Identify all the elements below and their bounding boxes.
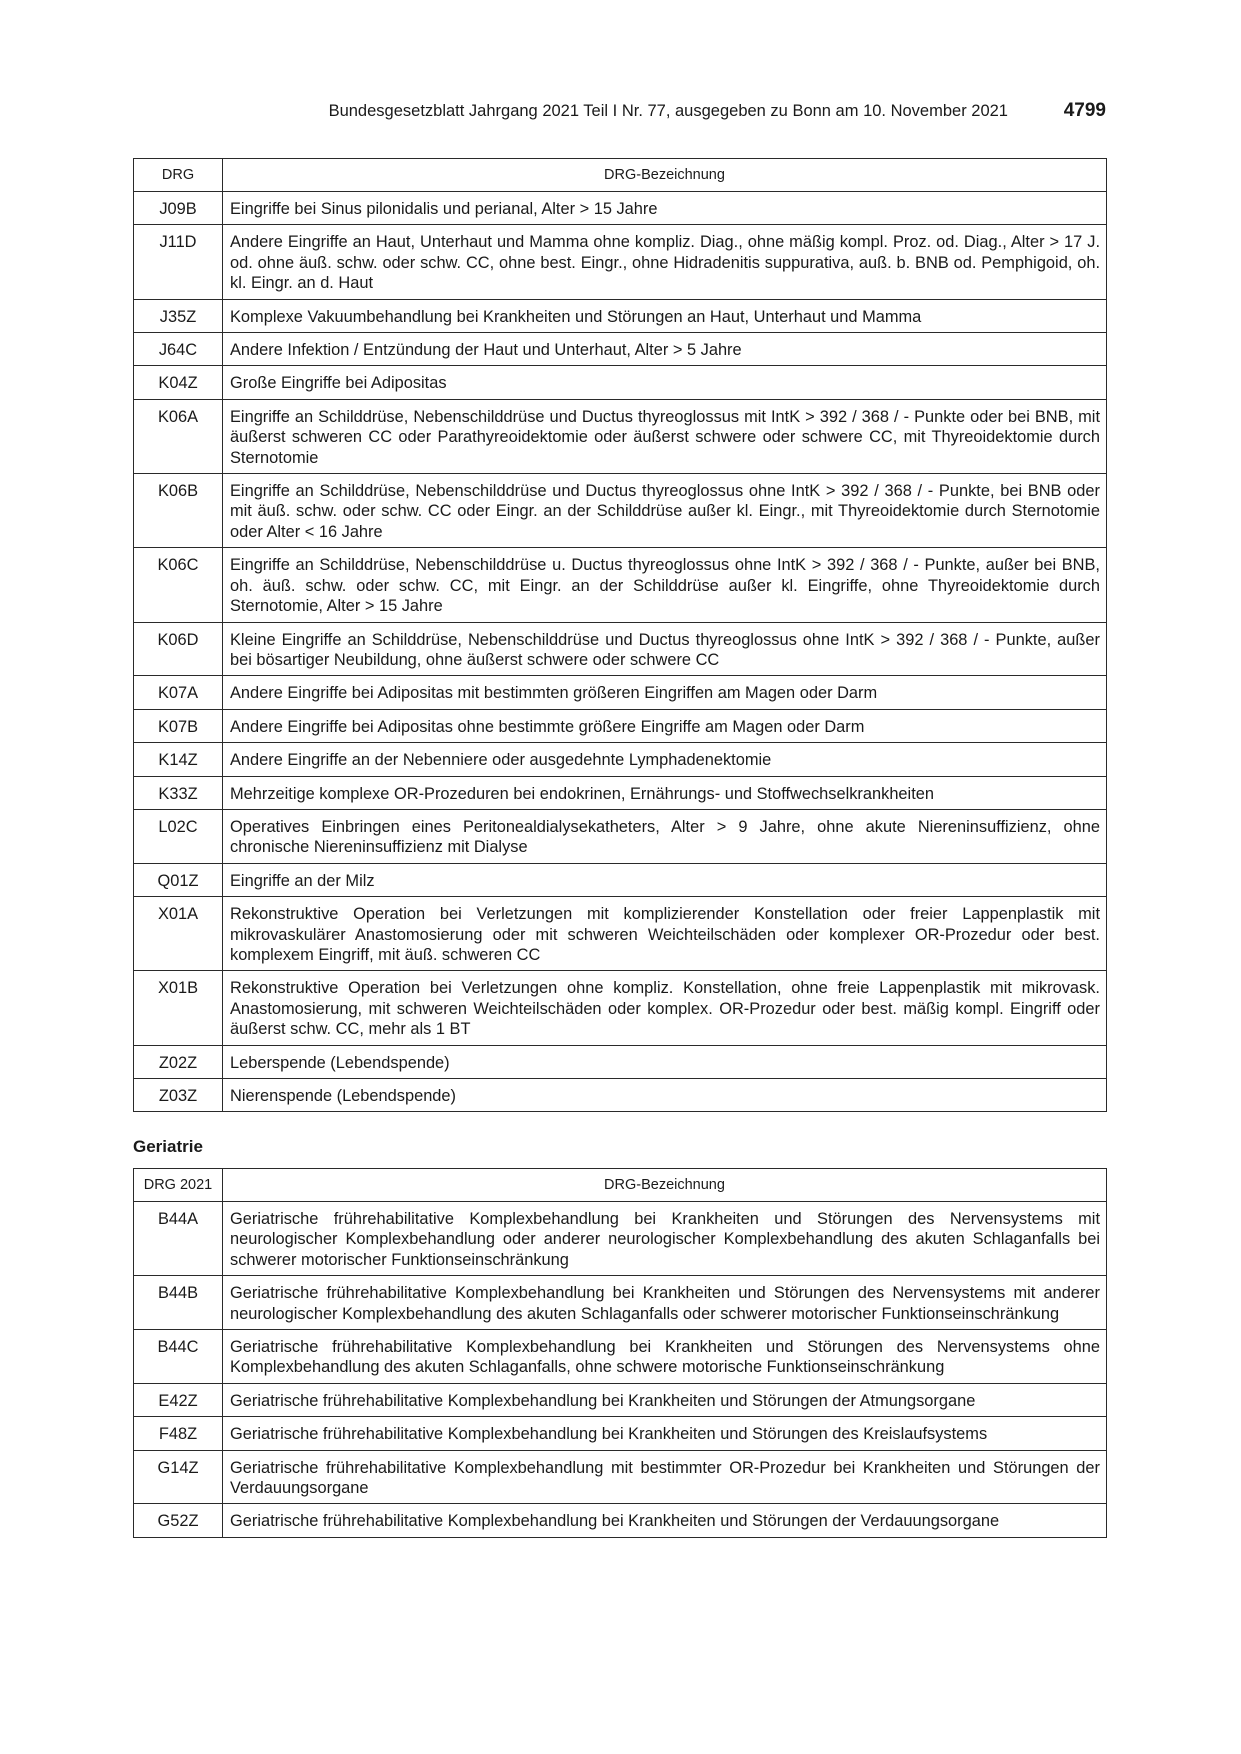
table-row [134, 971, 1107, 1045]
drg-code: E42Z [134, 1383, 223, 1416]
column-header-bezeichnung: DRG-Bezeichnung [223, 159, 1107, 192]
drg-code: B44B [134, 1276, 223, 1330]
drg-description: Rekonstruktive Operation bei Verletzungen ohne kompliz. Konstellation, ohne freie Lappenplastik mit mikrovask. Anastomosierung, mit schweren Weichteilschäden oder komplex. OR-Prozedur oder best. mäßig kompl. Eingriff oder äußerst schw. CC, mehr als 1 BT [223, 971, 1107, 1045]
drg-description: Andere Eingriffe bei Adipositas ohne bestimmte größere Eingriffe am Magen oder Darm [223, 709, 1107, 742]
table-row [134, 474, 1107, 548]
table-row [134, 299, 1107, 332]
drg-code: J64C [134, 333, 223, 366]
table-row [134, 399, 1107, 473]
drg-code: G52Z [134, 1504, 223, 1537]
drg-code: Z02Z [134, 1045, 223, 1078]
drg-description: Geriatrische frührehabilitative Komplexbehandlung bei Krankheiten und Störungen des Nervensystems ohne Komplexbehandlung des akuten Schlaganfalls, ohne schwere motorische Funktionseinschränkung [223, 1330, 1107, 1384]
drg-description: Andere Eingriffe an der Nebenniere oder ausgedehnte Lymphadenektomie [223, 743, 1107, 776]
table-row [134, 863, 1107, 896]
table-row [134, 1079, 1107, 1112]
geriatrie-drg-table [133, 1168, 1107, 1538]
drg-description: Nierenspende (Lebendspende) [223, 1079, 1107, 1112]
drg-code: Z03Z [134, 1079, 223, 1112]
table-row [134, 1450, 1107, 1504]
drg-description: Geriatrische frührehabilitative Komplexbehandlung mit bestimmter OR-Prozedur bei Krankheiten und Störungen der Verdauungsorgane [223, 1450, 1107, 1504]
table-row [134, 622, 1107, 676]
table-row [134, 333, 1107, 366]
table-header-row [134, 1169, 1107, 1202]
drg-code: X01B [134, 971, 223, 1045]
gazette-title: Bundesgesetzblatt Jahrgang 2021 Teil I Nr. 77, ausgegeben zu Bonn am 10. November 2021 [328, 102, 1008, 120]
table-row [134, 1276, 1107, 1330]
table-row [134, 743, 1107, 776]
drg-description: Mehrzeitige komplexe OR-Prozeduren bei endokrinen, Ernährungs- und Stoffwechselkrankheiten [223, 776, 1107, 809]
table-row [134, 709, 1107, 742]
drg-code: G14Z [134, 1450, 223, 1504]
drg-code: K07A [134, 676, 223, 709]
drg-description: Eingriffe an Schilddrüse, Nebenschilddrüse u. Ductus thyreoglossus ohne IntK > 392 / 368 / - Punkte, außer bei BNB, oh. äuß. schw. oder schw. CC, mit Eingr. an der Schilddrüse außer kl. Eingriffe, ohne Thyreoidektomie durch Sternotomie, Alter > 15 Jahre [223, 548, 1107, 622]
drg-description: Komplexe Vakuumbehandlung bei Krankheiten und Störungen an Haut, Unterhaut und Mamma [223, 299, 1107, 332]
drg-description: Andere Eingriffe bei Adipositas mit bestimmten größeren Eingriffen am Magen oder Darm [223, 676, 1107, 709]
drg-description: Eingriffe an der Milz [223, 863, 1107, 896]
drg-description: Eingriffe an Schilddrüse, Nebenschilddrüse und Ductus thyreoglossus ohne IntK > 392 / 368 / - Punkte, bei BNB oder mit äuß. schw. oder schw. CC oder Eingr. an der Schilddrüse außer kl. Eingr., mit Thyreoidektomie durch Sternotomie oder Alter < 16 Jahre [223, 474, 1107, 548]
table-row [134, 1383, 1107, 1416]
drg-description: Große Eingriffe bei Adipositas [223, 366, 1107, 399]
table-row [134, 1330, 1107, 1384]
table-row [134, 809, 1107, 863]
drg-code: K33Z [134, 776, 223, 809]
section-title-geriatrie: Geriatrie [133, 1137, 203, 1156]
drg-description: Andere Infektion / Entzündung der Haut und Unterhaut, Alter > 5 Jahre [223, 333, 1107, 366]
table-row [134, 366, 1107, 399]
drg-description: Geriatrische frührehabilitative Komplexbehandlung bei Krankheiten und Störungen der Atmungsorgane [223, 1383, 1107, 1416]
column-header-bezeichnung: DRG-Bezeichnung [223, 1169, 1107, 1202]
table-row [134, 225, 1107, 299]
drg-code: F48Z [134, 1417, 223, 1450]
drg-code: K06C [134, 548, 223, 622]
table-row [134, 776, 1107, 809]
column-header-drg-2021: DRG 2021 [134, 1169, 223, 1202]
page-number: 4799 [1063, 100, 1106, 121]
drg-code: J35Z [134, 299, 223, 332]
table-row [134, 1504, 1107, 1537]
table-row [134, 548, 1107, 622]
drg-code: L02C [134, 809, 223, 863]
drg-description: Rekonstruktive Operation bei Verletzungen mit komplizierender Konstellation oder freier Lappenplastik mit mikrovaskulärer Anastomosierung oder mit schweren Weichteilschäden oder komplexer OR-Prozedur oder best. komplexem Eingriff, mit äuß. schweren CC [223, 897, 1107, 971]
drg-description: Geriatrische frührehabilitative Komplexbehandlung bei Krankheiten und Störungen des Nervensystems mit neurologischer Komplexbehandlung oder anderer neurologischer Komplexbehandlung des akuten Schlaganfalls bei schwerer motorischer Funktionseinschränkung [223, 1202, 1107, 1276]
drg-code: J11D [134, 225, 223, 299]
drg-code: J09B [134, 192, 223, 225]
drg-code: B44C [134, 1330, 223, 1384]
drg-code: B44A [134, 1202, 223, 1276]
drg-code: K04Z [134, 366, 223, 399]
drg-description: Operatives Einbringen eines Peritonealdialysekatheters, Alter > 9 Jahre, ohne akute Niereninsuffizienz, ohne chronische Niereninsuffizienz mit Dialyse [223, 809, 1107, 863]
table-row [134, 1202, 1107, 1276]
table-row [134, 676, 1107, 709]
drg-description: Leberspende (Lebendspende) [223, 1045, 1107, 1078]
page-header [0, 100, 1241, 126]
drg-description: Geriatrische frührehabilitative Komplexbehandlung bei Krankheiten und Störungen der Verdauungsorgane [223, 1504, 1107, 1537]
table-row [134, 192, 1107, 225]
table-row [134, 897, 1107, 971]
drg-code: K07B [134, 709, 223, 742]
drg-table [133, 158, 1107, 1112]
drg-description: Eingriffe an Schilddrüse, Nebenschilddrüse und Ductus thyreoglossus mit IntK > 392 / 368 / - Punkte oder bei BNB, mit äußerst schweren CC oder Parathyreoidektomie oder äußerst schwere oder schwere CC, mit Thyreoidektomie durch Sternotomie [223, 399, 1107, 473]
drg-code: X01A [134, 897, 223, 971]
drg-description: Andere Eingriffe an Haut, Unterhaut und Mamma ohne kompliz. Diag., ohne mäßig kompl. Proz. od. Diag., Alter > 17 J. od. ohne äuß. schw. oder schw. CC, ohne best. Eingr., ohne Hidradenitis suppurativa, auß. b. BNB od. Pemphigoid, oh. kl. Eingr. an d. Haut [223, 225, 1107, 299]
drg-code: K06D [134, 622, 223, 676]
drg-code: K14Z [134, 743, 223, 776]
drg-description: Geriatrische frührehabilitative Komplexbehandlung bei Krankheiten und Störungen des Kreislaufsystems [223, 1417, 1107, 1450]
table-row [134, 1417, 1107, 1450]
drg-description: Eingriffe bei Sinus pilonidalis und perianal, Alter > 15 Jahre [223, 192, 1107, 225]
table-header-row [134, 159, 1107, 192]
drg-code: Q01Z [134, 863, 223, 896]
drg-code: K06A [134, 399, 223, 473]
table-row [134, 1045, 1107, 1078]
column-header-drg: DRG [134, 159, 223, 192]
drg-description: Geriatrische frührehabilitative Komplexbehandlung bei Krankheiten und Störungen des Nervensystems mit anderer neurologischer Komplexbehandlung des akuten Schlaganfalls oder schwerer motorischer Funktionseinschränkung [223, 1276, 1107, 1330]
drg-code: K06B [134, 474, 223, 548]
drg-description: Kleine Eingriffe an Schilddrüse, Nebenschilddrüse und Ductus thyreoglossus ohne IntK > 392 / 368 / - Punkte, außer bei bösartiger Neubildung, ohne äußerst schwere oder schwere CC [223, 622, 1107, 676]
